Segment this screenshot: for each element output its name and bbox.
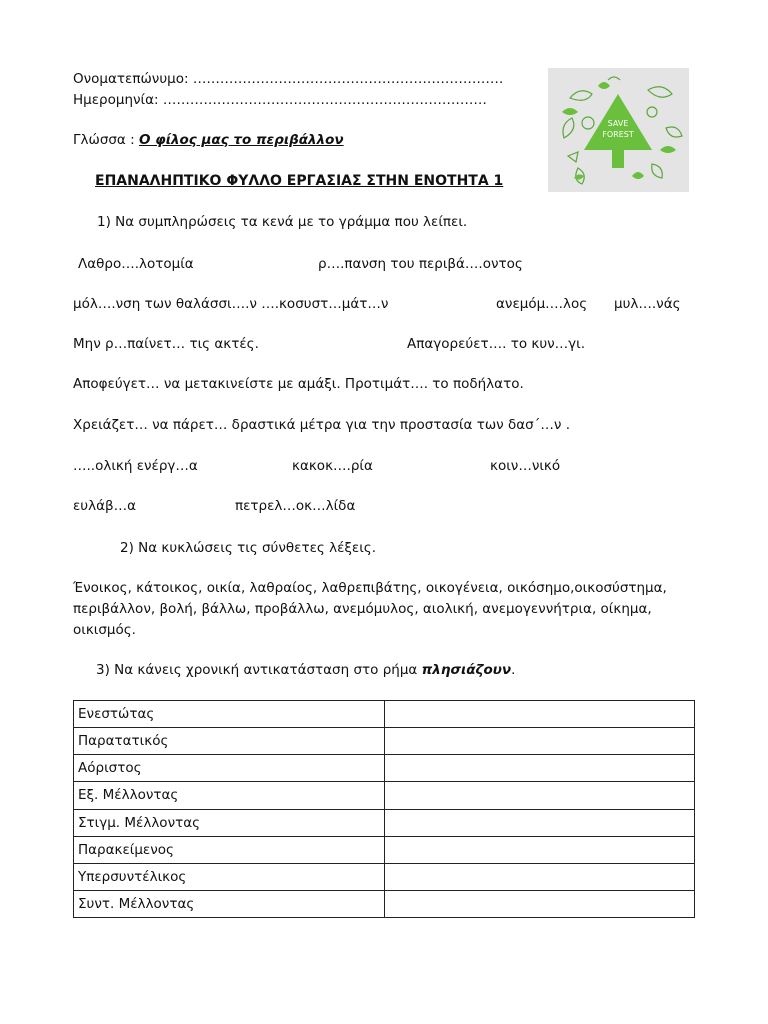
table-row (74, 890, 695, 917)
logo-text-forest: FOREST (602, 130, 634, 139)
blank-item: κακοκ….ρία (292, 458, 373, 474)
table-row (74, 836, 695, 863)
tense-label: Υπερσυντέλικος (74, 863, 385, 890)
answer-cell[interactable] (385, 890, 695, 917)
subject-line (73, 132, 344, 148)
name-blank[interactable]: …………………………………………………………… (192, 71, 504, 87)
tense-label: Παρατατικός (74, 728, 385, 755)
tense-label: Ενεστώτας (74, 701, 385, 728)
blank-item: πετρελ…οκ…λίδα (235, 498, 356, 514)
tense-label: Παρακείμενος (74, 836, 385, 863)
answer-cell[interactable] (385, 728, 695, 755)
date-blank[interactable]: ……………………………………………………………… (162, 92, 487, 108)
worksheet-title: ΕΠΑΝΑΛΗΠΤΙΚΟ ΦΥΛΛΟ ΕΡΓΑΣΙΑΣ ΣΤΗΝ ΕΝΟΤΗΤΑ 1 (95, 173, 504, 189)
blank-item: Χρειάζετ… να πάρετ… δραστικά μέτρα για την προστασία των δασ΄…ν . (73, 417, 571, 433)
tense-label: Αόριστος (74, 755, 385, 782)
answer-cell[interactable] (385, 782, 695, 809)
exercise2-prompt: 2) Να κυκλώσεις τις σύνθετες λέξεις. (120, 540, 376, 556)
table-row (74, 863, 695, 890)
blank-item: ευλάβ…α (73, 498, 137, 514)
blank-item: Λαθρο….λοτομία (78, 256, 194, 272)
exercise3-prompt: 3) Να κάνεις χρονική αντικατάσταση στο ρήμα (96, 662, 418, 678)
exercise3-verb: πλησιάζουν (421, 662, 512, 678)
blank-item: Απαγορεύετ…. το κυν…γι. (407, 336, 586, 352)
blank-item: ρ….πανση του περιβά….οντος (318, 256, 523, 272)
exercise1-prompt: 1) Να συμπληρώσεις τα κενά με το γράμμα που λείπει. (97, 214, 468, 230)
blank-item: μυλ….νάς (614, 296, 681, 312)
tense-label: Συντ. Μέλλοντας (74, 890, 385, 917)
compound-words-paragraph: Ένοικος, κάτοικος, οικία, λαθραίος, λαθρεπιβάτης, οικογένεια, οικόσημο,οικοσύστημα, περιβάλλον, βολή, βάλλω, προβάλλω, ανεμόμυλος, αιολική, ανεμογεννήτρια, οίκημα, οικισμός. (73, 580, 667, 638)
answer-cell[interactable] (385, 701, 695, 728)
table-row (74, 809, 695, 836)
tense-label: Στιγμ. Μέλλοντας (74, 809, 385, 836)
table-row (74, 728, 695, 755)
answer-cell[interactable] (385, 836, 695, 863)
exercise3-end: . (511, 662, 516, 678)
table-row (74, 782, 695, 809)
blank-item: μόλ….νση των θαλάσσι….ν ….κοσυστ…μάτ…ν (73, 296, 389, 312)
name-line (73, 71, 503, 87)
blank-item: Αποφεύγετ… να μετακινείστε με αμάξι. Προτιμάτ…. το ποδήλατο. (73, 376, 524, 392)
table-row (74, 701, 695, 728)
date-label: Ημερομηνία: (73, 92, 159, 108)
answer-cell[interactable] (385, 809, 695, 836)
save-forest-logo (548, 68, 689, 192)
blank-item: …..ολική ενέργ…α (73, 458, 198, 474)
name-label: Ονοματεπώνυμο: (73, 71, 189, 87)
subject-title: Ο φίλος μας το περιβάλλον (138, 132, 344, 148)
blank-item: κοιν…νικό (490, 458, 561, 474)
exercise3-prompt-line (96, 662, 515, 678)
table-row (74, 755, 695, 782)
answer-cell[interactable] (385, 755, 695, 782)
answer-cell[interactable] (385, 863, 695, 890)
blank-item: ανεμόμ….λος (496, 296, 588, 312)
tense-table (73, 700, 695, 918)
blank-item: Μην ρ…παίνετ… τις ακτές. (73, 336, 259, 352)
date-line (73, 92, 487, 108)
subject-label: Γλώσσα : (73, 132, 135, 148)
tense-label: Εξ. Μέλλοντας (74, 782, 385, 809)
logo-text-save: SAVE (607, 119, 629, 128)
